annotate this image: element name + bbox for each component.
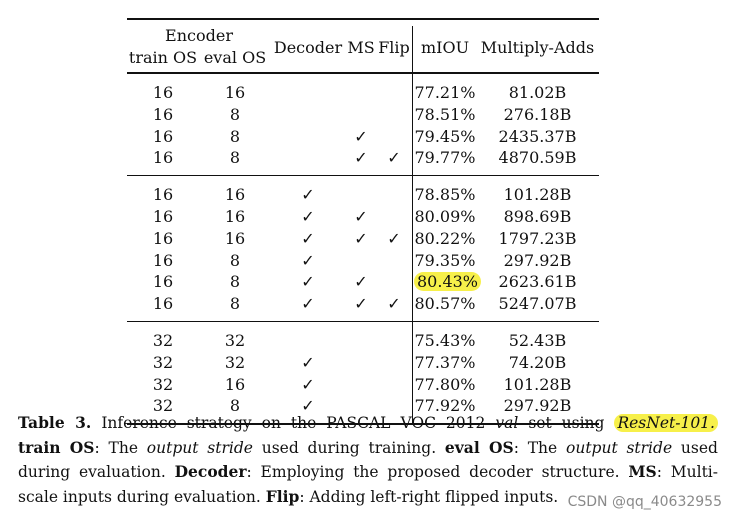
- cell-miou: 79.45%: [414, 126, 476, 146]
- cell-miou: 77.21%: [414, 83, 476, 102]
- cell-multiply-adds: 101.28B: [503, 374, 572, 394]
- caption-term-flip: Flip: [265, 486, 300, 506]
- cell-flip: ✓: [387, 148, 401, 168]
- cell-eval-os: 8: [229, 148, 241, 168]
- caption-line-1: [18, 411, 718, 436]
- header-decoder: Decoder: [273, 38, 343, 57]
- results-table: [127, 18, 599, 425]
- highlighted-value: 80.43%: [414, 272, 481, 291]
- caption-text: : Adding left-right flipped inputs.: [299, 487, 559, 506]
- cell-ms: ✓: [354, 126, 368, 146]
- cell-train-os: 16: [152, 294, 174, 314]
- cell-miou: 80.09%: [414, 206, 476, 226]
- cell-flip: ✓: [387, 294, 401, 314]
- header-train-os: train OS: [128, 48, 198, 67]
- cell-miou: 77.37%: [414, 352, 476, 372]
- table-row: [127, 250, 599, 272]
- cell-eval-os: 8: [229, 104, 241, 124]
- cell-miou: 79.35%: [414, 250, 476, 270]
- cell-decoder: ✓: [301, 294, 315, 314]
- caption-text: : Employing the proposed decoder structure.: [246, 463, 620, 481]
- cell-multiply-adds: 2435.37B: [498, 126, 577, 146]
- cell-eval-os: 16: [224, 228, 246, 248]
- caption-text: : Multi-: [656, 463, 718, 481]
- cell-ms: ✓: [354, 206, 368, 226]
- cell-train-os: 16: [152, 250, 174, 270]
- column-divider: [412, 74, 413, 175]
- cell-eval-os: 16: [224, 374, 246, 394]
- header-eval-os: eval OS: [203, 48, 267, 67]
- table-row: [127, 293, 599, 315]
- caption-text: Inference strategy on the PASCAL VOC 2012: [101, 414, 486, 432]
- caption-term-train-os: train OS: [18, 437, 95, 457]
- cell-eval-os: 32: [224, 352, 246, 372]
- table-group-1: [127, 74, 599, 175]
- cell-multiply-adds: 101.28B: [503, 185, 572, 205]
- header-flip: Flip: [378, 38, 410, 57]
- caption-text: : The: [94, 438, 138, 457]
- table-row: [127, 228, 599, 250]
- cell-miou: 77.92%: [414, 396, 476, 416]
- cell-multiply-adds: 74.20B: [508, 352, 567, 372]
- caption-italic: output stride: [146, 438, 253, 457]
- cell-multiply-adds: 2623.61B: [498, 272, 577, 292]
- cell-miou: 78.51%: [414, 104, 476, 124]
- cell-decoder: ✓: [301, 206, 315, 226]
- cell-miou: 78.85%: [414, 185, 476, 205]
- cell-train-os: 16: [152, 104, 174, 124]
- caption-text: used: [680, 438, 718, 457]
- cell-miou: 75.43%: [414, 330, 476, 350]
- cell-eval-os: 16: [224, 185, 246, 205]
- cell-decoder: ✓: [301, 396, 315, 416]
- header-miou: mIOU: [420, 38, 470, 57]
- table-row: [127, 374, 599, 396]
- header-multiply-adds: Multiply-Adds: [480, 38, 595, 57]
- caption-val: val: [495, 414, 519, 432]
- cell-train-os: 32: [152, 330, 174, 350]
- cell-eval-os: 8: [229, 272, 241, 292]
- cell-miou: 77.80%: [414, 374, 476, 394]
- table-row: [127, 104, 599, 126]
- cell-multiply-adds: 276.18B: [503, 104, 572, 124]
- cell-eval-os: 8: [229, 396, 241, 416]
- cell-decoder: ✓: [301, 250, 315, 270]
- table-row: [127, 82, 599, 104]
- header-ms: MS: [347, 38, 375, 57]
- cell-train-os: 32: [152, 396, 174, 416]
- cell-eval-os: 8: [229, 294, 241, 314]
- caption-text: used during training.: [261, 438, 437, 457]
- header-column-divider: [412, 26, 413, 72]
- table-row: [127, 184, 599, 206]
- cell-flip: ✓: [387, 228, 401, 248]
- cell-multiply-adds: 5247.07B: [498, 294, 577, 314]
- cell-eval-os: 16: [224, 206, 246, 226]
- cell-miou: 80.57%: [414, 294, 476, 314]
- watermark: CSDN @qq_40632955: [567, 494, 722, 510]
- table-row: [127, 147, 599, 169]
- cell-ms: ✓: [354, 148, 368, 168]
- cell-ms: ✓: [354, 228, 368, 248]
- cell-multiply-adds: 898.69B: [503, 206, 572, 226]
- column-divider: [412, 176, 413, 321]
- cell-train-os: 16: [152, 228, 174, 248]
- cell-eval-os: 8: [229, 126, 241, 146]
- cell-train-os: 32: [152, 352, 174, 372]
- cell-decoder: ✓: [301, 374, 315, 394]
- table-group-2: [127, 176, 599, 321]
- cell-train-os: 16: [152, 148, 174, 168]
- caption-term-ms: MS: [628, 462, 657, 481]
- table-row: [127, 126, 599, 148]
- cell-decoder: ✓: [301, 272, 315, 292]
- cell-miou: 80.22%: [414, 228, 476, 248]
- cell-multiply-adds: 81.02B: [508, 83, 567, 102]
- cell-train-os: 32: [152, 374, 174, 394]
- cell-eval-os: 32: [224, 330, 246, 350]
- cell-train-os: 16: [152, 206, 174, 226]
- column-divider: [412, 322, 413, 423]
- caption-text: scale inputs during evaluation.: [18, 487, 261, 506]
- cell-decoder: ✓: [301, 185, 315, 205]
- table-row: [127, 271, 599, 293]
- cell-miou: [414, 271, 479, 293]
- caption-model-highlight: ResNet-101.: [614, 414, 718, 432]
- cell-multiply-adds: 52.43B: [508, 330, 567, 350]
- cell-multiply-adds: 4870.59B: [498, 148, 577, 168]
- table-row: [127, 330, 599, 352]
- caption-term-decoder: Decoder: [174, 462, 247, 481]
- caption-line-2: [18, 436, 718, 461]
- cell-decoder: ✓: [301, 352, 315, 372]
- cell-ms: ✓: [354, 272, 368, 292]
- cell-eval-os: 8: [229, 250, 241, 270]
- table-group-3: [127, 322, 599, 423]
- table-header: [127, 20, 599, 72]
- caption-label: Table 3.: [18, 413, 92, 432]
- cell-multiply-adds: 1797.23B: [498, 228, 577, 248]
- cell-train-os: 16: [152, 185, 174, 205]
- caption-line-3: [18, 460, 718, 485]
- caption-term-eval-os: eval OS: [444, 437, 514, 457]
- cell-ms: ✓: [354, 294, 368, 314]
- table-body: [127, 74, 599, 425]
- table-row: [127, 206, 599, 228]
- cell-decoder: ✓: [301, 228, 315, 248]
- cell-multiply-adds: 297.92B: [503, 250, 572, 270]
- cell-eval-os: 16: [224, 83, 246, 102]
- cell-multiply-adds: 297.92B: [503, 396, 572, 416]
- caption-text: set using: [528, 414, 605, 432]
- caption-text: during evaluation.: [18, 463, 166, 481]
- table-row: [127, 352, 599, 374]
- cell-train-os: 16: [152, 126, 174, 146]
- cell-train-os: 16: [152, 83, 174, 102]
- caption-italic: output stride: [566, 438, 673, 457]
- cell-miou: 79.77%: [414, 148, 476, 168]
- caption-text: : The: [513, 438, 558, 457]
- header-encoder-group: Encoder: [165, 26, 233, 45]
- cell-train-os: 16: [152, 272, 174, 292]
